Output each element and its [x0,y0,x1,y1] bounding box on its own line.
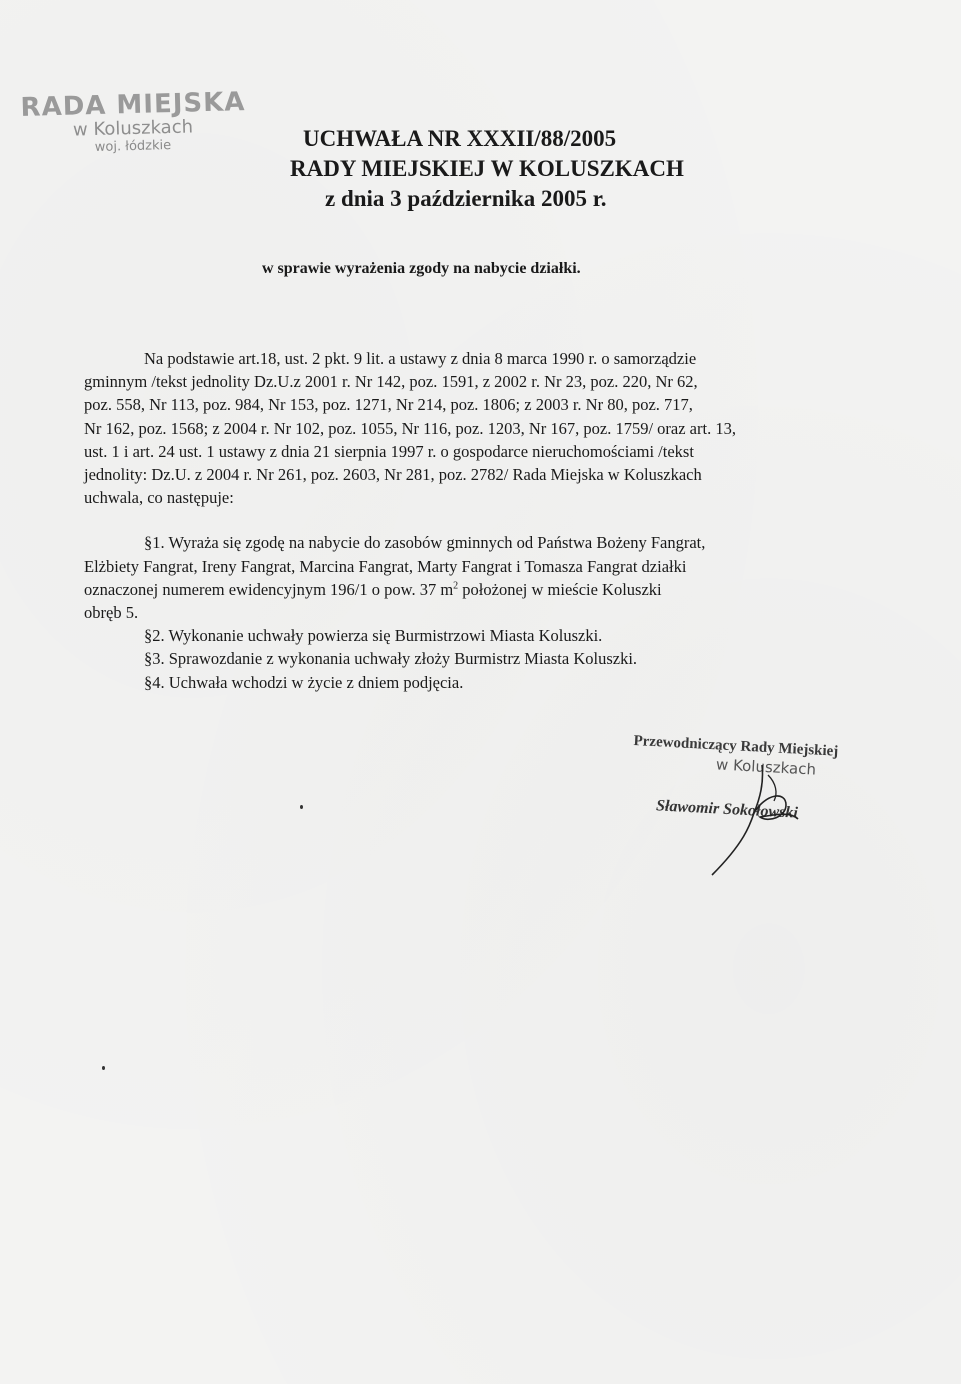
signature-title: Przewodniczący Rady Miejskiej [633,733,839,760]
resolution-title [280,124,800,214]
title-line-2: RADY MIEJSKIEJ W KOLUSZKACH [290,156,684,181]
section-1-line-3 [84,578,884,601]
council-stamp [18,87,248,155]
title-line-3: z dnia 3 października 2005 r. [325,186,607,211]
area-unit-superscript: 2 [453,580,459,592]
preamble-line-3: poz. 558, Nr 113, poz. 984, Nr 153, poz. 1271, Nr 214, poz. 1806; z 2003 r. Nr 80, poz. 717, [84,395,693,415]
section-3: §3. Sprawozdanie z wykonania uchwały złoży Burmistrz Miasta Koluszki. [144,649,638,669]
preamble-line-2: gminnym /tekst jednolity Dz.U.z 2001 r. Nr 142, poz. 1591, z 2002 r. Nr 23, poz. 220, Nr 62, [84,372,698,392]
preamble-line-7: uchwala, co następuje: [84,488,234,508]
section-1-line-4: obręb 5. [84,603,139,623]
section-1-line-2: Elżbiety Fangrat, Ireny Fangrat, Marcina Fangrat, Marty Fangrat i Tomasza Fangrat działki [84,556,687,576]
preamble-line-4: Nr 162, poz. 1568; z 2004 r. Nr 102, poz. 1055, Nr 116, poz. 1203, Nr 167, poz. 1759/ oraz art. 13, [84,418,736,438]
resolution-subject: w sprawie wyrażenia zgody na nabycie działki. [262,260,581,277]
section-1-line-3a: oznaczonej numerem ewidencyjnym 196/1 o pow. 37 m [84,579,454,599]
scan-speck [300,805,303,809]
signature-block [634,733,894,873]
section-1-line-1: §1. Wyraża się zgodę na nabycie do zasobów gminnych od Państwa Bożeny Fangrat, [144,533,706,553]
stamp-line-3: woj. łódzkie [94,138,172,155]
stamp-line-1: RADA MIEJSKA [20,87,246,123]
resolution-body [84,347,884,694]
title-line-1: UCHWAŁA NR XXXII/88/2005 [303,126,617,151]
scan-speck [102,1066,105,1070]
section-1-line-3b: położonej w mieście Koluszki [458,579,662,599]
preamble-line-5: ust. 1 i art. 24 ust. 1 ustawy z dnia 21 sierpnia 1997 r. o gospodarce nieruchomościami /tekst [84,441,694,461]
signature-city: w Koluszkach [715,755,817,779]
section-4: §4. Uchwała wchodzi w życie z dniem podjęcia. [144,672,464,692]
preamble-line-6: jednolity: Dz.U. z 2004 r. Nr 261, poz. 2603, Nr 281, poz. 2782/ Rada Miejska w Koluszkach [84,465,702,485]
preamble-line-1: Na podstawie art.18, ust. 2 pkt. 9 lit. a ustawy z dnia 8 marca 1990 r. o samorządzie [144,349,697,368]
signature-name: Sławomir Sokołowski [655,797,799,822]
handwritten-signature [694,753,834,883]
stamp-line-2: w Koluszkach [72,116,194,141]
section-2: §2. Wykonanie uchwały powierza się Burmistrzowi Miasta Koluszki. [144,626,603,646]
